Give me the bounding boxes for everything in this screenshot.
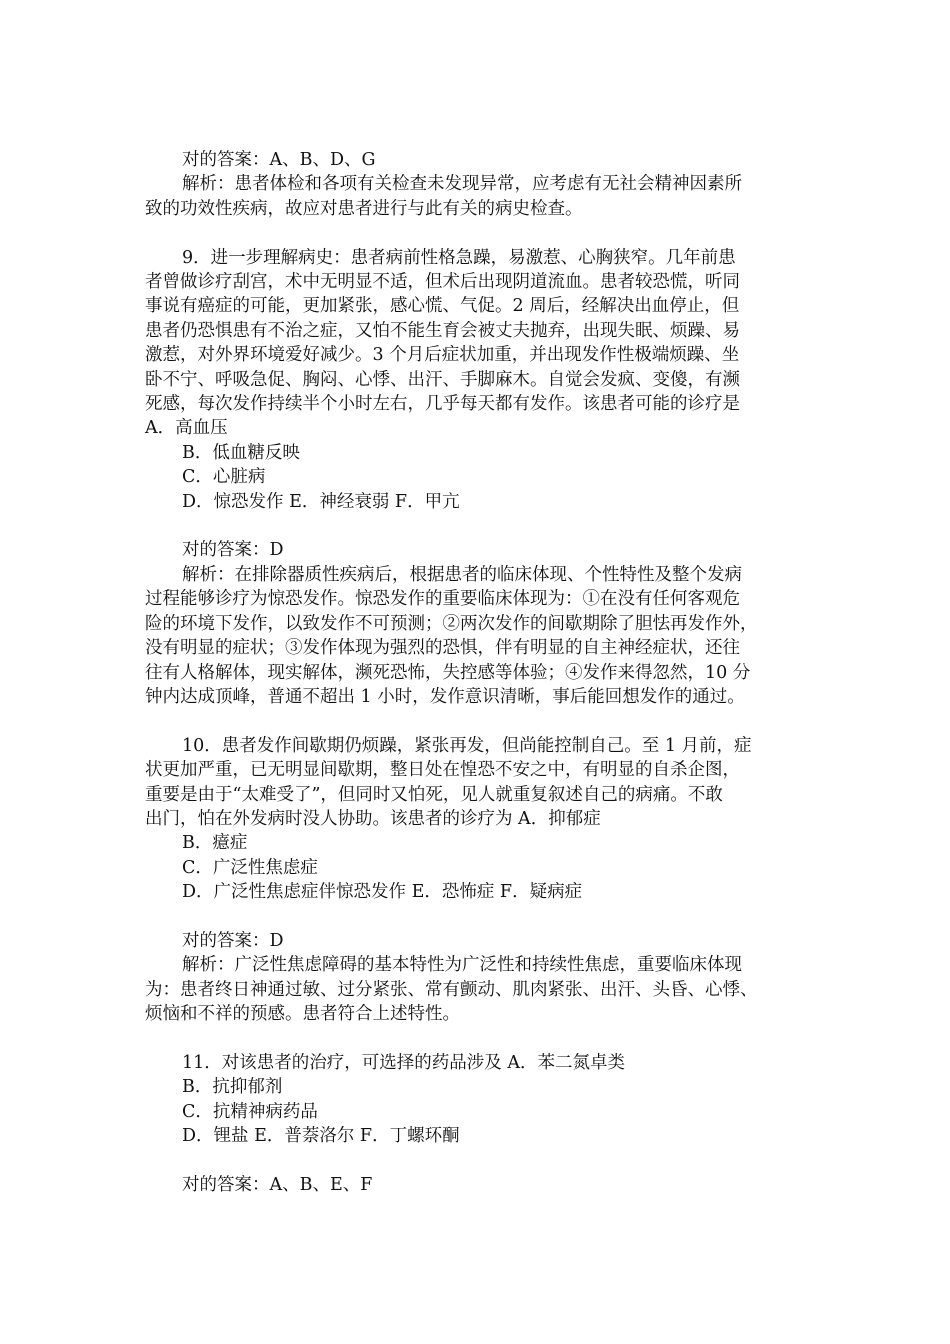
paragraph-gap (145, 221, 815, 245)
analysis-paragraph (145, 953, 815, 1026)
paragraph-gap (145, 709, 815, 733)
option-c: C．广泛性焦虑症 (182, 857, 318, 878)
correct-answer: 对的答案：D (182, 930, 284, 951)
paragraph-gap (145, 905, 815, 929)
document-body (145, 148, 815, 1197)
analysis-line: 险的环境下发作，以致发作不可预测；②两次发作的间歇期除了胆怯再发作外， (145, 613, 758, 634)
question-line: 重要是由于“太难受了”，但同时又怕死，见人就重复叙述自己的病痛。不敢 (145, 784, 723, 805)
analysis-line: 烦恼和不祥的预感。患者符合上述特性。 (145, 1004, 460, 1025)
analysis-paragraph (145, 172, 815, 221)
question-10 (145, 734, 815, 832)
analysis-line: 钟内达成顶峰，普通不超出 1 小时，发作意识清晰，事后能回想发作的通过。 (145, 686, 745, 707)
question-line: 卧不宁、呼吸急促、胸闷、心悸、出汗、手脚麻木。自觉会发疯、变傻，有濒 (145, 369, 740, 390)
analysis-line: 解析：患者体检和各项有关检查未发现异常，应考虑有无社会精神因素所 (182, 174, 742, 195)
option-b: B．低血糖反映 (182, 442, 300, 463)
option-c: C．心脏病 (182, 467, 266, 488)
analysis-paragraph (145, 563, 815, 709)
paragraph-gap (145, 1149, 815, 1173)
option-d-e-f: D．广泛性焦虑症伴惊恐发作 E．恐怖症 F．疑病症 (182, 882, 583, 903)
question-line: 者曾做诊疗刮宫，术中无明显不适，但术后出现阴道流血。患者较恐慌，听同 (145, 272, 740, 293)
question-line: 事说有癌症的可能，更加紧张，感心慌、气促。2 周后，经解决出血停止，但 (145, 296, 740, 317)
analysis-line: 过程能够诊疗为惊恐发作。惊恐发作的重要临床体现为：①在没有任何客观危 (145, 589, 740, 610)
question-10-options (145, 831, 815, 904)
question-11-options (145, 1075, 815, 1148)
analysis-line: 解析：在排除器质性疾病后，根据患者的临床体现、个性特性及整个发病 (182, 564, 742, 585)
question-line: 10．患者发作间歇期仍烦躁，紧张再发，但尚能控制自己。至 1 月前，症 (182, 735, 752, 756)
analysis-line: 往有人格解体，现实解体，濒死恐怖，失控感等体验；④发作来得忽然，10 分 (145, 662, 751, 683)
option-d-e-f: D．锂盐 E．普萘洛尔 F．丁螺环酮 (182, 1126, 460, 1147)
question-line: 状更加严重，已无明显间歇期，整日处在惶恐不安之中，有明显的自杀企图， (145, 760, 740, 781)
question-line: 患者仍恐惧患有不治之症，又怕不能生育会被丈夫抛弃，出现失眠、烦躁、易 (145, 320, 740, 341)
question-line: 激惹，对外界环境爱好减少。3 个月后症状加重，并出现发作性极端烦躁、坐 (145, 345, 740, 366)
correct-answer: 对的答案：A、B、D、G (182, 150, 376, 170)
question-line: 9．进一步理解病史：患者病前性格急躁，易激惹、心胸狭窄。几年前患 (182, 247, 736, 268)
analysis-line: 没有明显的症状；③发作体现为强烈的恐惧，伴有明显的自主神经症状，还往 (145, 638, 740, 659)
option-b: B．抗抑郁剂 (182, 1077, 283, 1098)
analysis-line: 致的功效性疾病，故应对患者进行与此有关的病史检查。 (145, 198, 583, 219)
paragraph-gap (145, 1027, 815, 1051)
option-a: A．高血压 (145, 418, 228, 439)
analysis-line: 为：患者终日神通过敏、过分紧张、常有颤动、肌肉紧张、出汗、头昏、心悸、 (145, 979, 758, 1000)
question-9-options (145, 441, 815, 514)
correct-answer: 对的答案：D (182, 540, 284, 561)
paragraph-gap (145, 514, 815, 538)
question-line: 11．对该患者的治疗，可选择的药品涉及 A．苯二氮卓类 (182, 1052, 625, 1073)
option-b: B．癔症 (182, 833, 248, 854)
question-line: 出门，怕在外发病时没人协助。该患者的诊疗为 A．抑郁症 (145, 808, 601, 829)
correct-answer: 对的答案：A、B、E、F (182, 1174, 373, 1195)
question-11 (145, 1051, 815, 1075)
option-c: C．抗精神病药品 (182, 1101, 318, 1122)
question-line: 死感，每次发作持续半个小时左右，几乎每天都有发作。该患者可能的诊疗是 (145, 394, 740, 415)
analysis-line: 解析：广泛性焦虑障碍的基本特性为广泛性和持续性焦虑，重要临床体现 (182, 955, 742, 976)
option-d-e-f: D．惊恐发作 E．神经衰弱 F．甲亢 (182, 491, 460, 512)
question-9 (145, 246, 815, 441)
